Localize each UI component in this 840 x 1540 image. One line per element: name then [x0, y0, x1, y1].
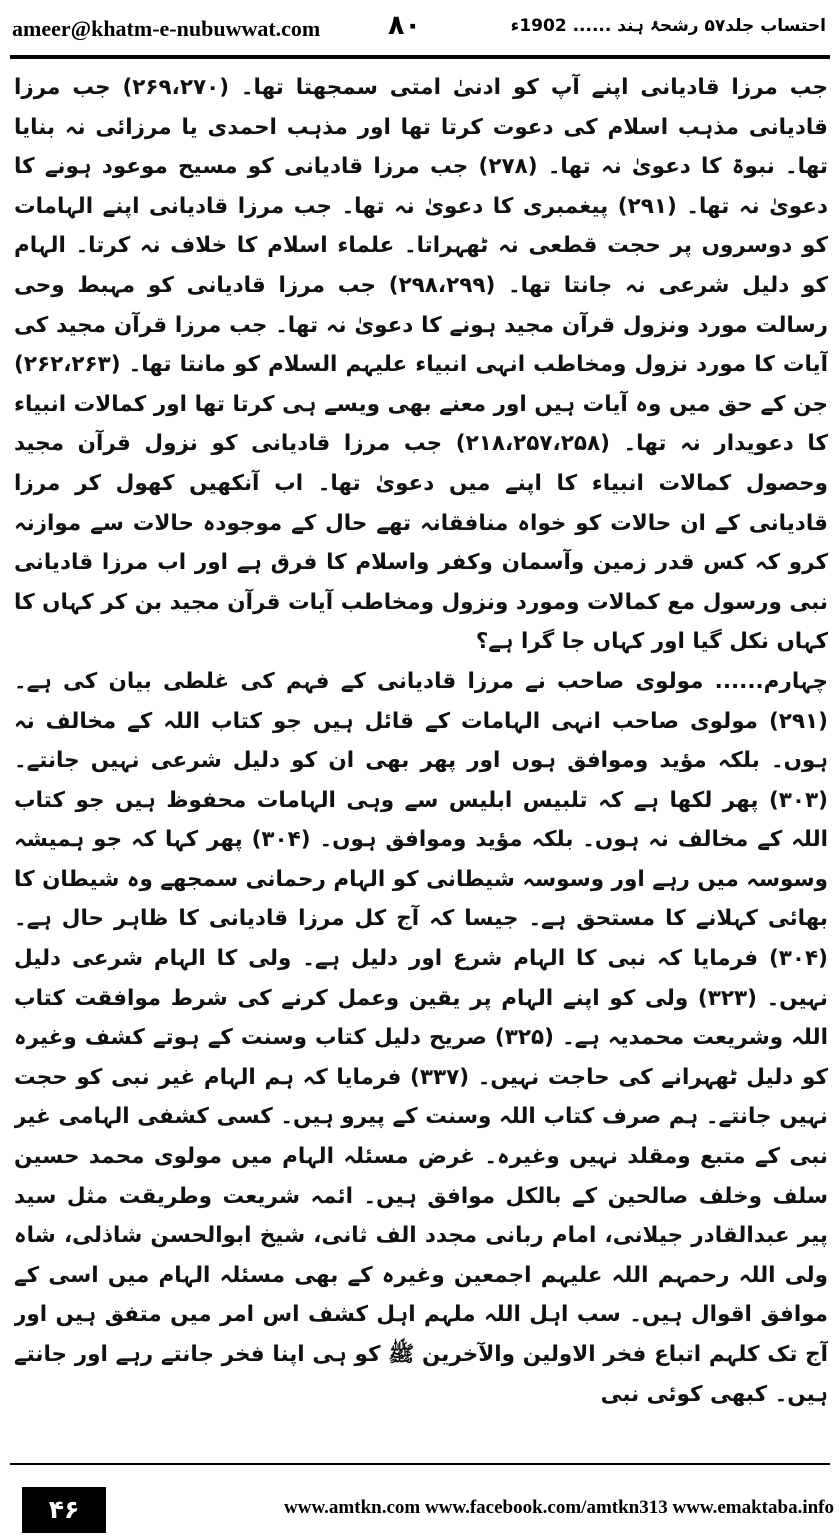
footer-page-number: ۴۶: [22, 1487, 106, 1533]
header-email: ameer@khatm-e-nubuwwat.com: [12, 16, 321, 41]
paragraph-2: چہارم...... مولوی صاحب نے مرزا قادیانی کے فہم کی غلطی بیان کی ہے۔ (۲۹۱) مولوی صاحب انہی الہامات کے قائل ہیں جو کتاب اللہ کے مخالف نہ ہوں۔ بلکہ مؤید وموافق ہوں اور پھر بھی ان کو دلیل شرعی نہیں جانتے۔ (۳۰۳) پھر لکھا ہے کہ تلبیس ابلیس سے وہی الہامات محفوظ ہیں جو کتاب اللہ کے مخالف نہ ہوں۔ بلکہ مؤید وموافق ہوں۔ (۳۰۴) پھر کہا کہ جو ہمیشہ وسوسہ میں رہے اور وسوسہ شیطانی کو الہام رحمانی سمجھے وہ شیطان کا بھائی کہلانے کا مستحق ہے۔ جیسا کہ آج کل مرزا قادیانی کا ظاہر حال ہے۔ (۳۰۴) فرمایا کہ نبی کا الہام شرع اور دلیل ہے۔ ولی کا الہام شرعی دلیل نہیں۔ (۳۲۳) ولی کو اپنے الہام پر یقین وعمل کرنے کی شرط موافقت کتاب اللہ وشریعت محمدیہ ہے۔ (۳۲۵) صریح دلیل کتاب وسنت کے ہوتے کشف وغیرہ کو دلیل ٹھہرانے کی حاجت نہیں۔ (۳۳۷) فرمایا کہ ہم الہام غیر نبی کو حجت نہیں جانتے۔ ہم صرف کتاب اللہ وسنت کے پیرو ہیں۔ کسی کشفی الہامی غیر نبی کے متبع ومقلد نہیں وغیرہ۔ غرض مسئلہ الہام میں مولوی محمد حسین سلف وخلف صالحین کے بالکل موافق ہیں۔ ائمہ شریعت وطریقت مثل سید پیر عبدالقادر جیلانی، امام ربانی مجدد الف ثانی، شیخ ابوالحسن شاذلی، شاہ ولی اللہ رحمہم اللہ علیہم اجمعین وغیرہ کے بھی مسئلہ الہام میں اسی کے موافق اقوال ہیں۔ سب اہل اللہ ملہم اہل کشف اس امر میں متفق ہیں اور آج تک کلہم اتباع فخر الاولین والآخرین ﷺ کو ہی اپنا فخر جانتے رہے اور جانتے ہیں۔ کبھی کوئی نبی: [14, 668, 828, 1407]
header-book-title: احتساب جلد۵۷ رشحۂ ہند ...... 1902ء: [510, 16, 826, 36]
paragraph-1: جب مرزا قادیانی اپنے آپ کو ادنیٰ امتی سمجھتا تھا۔ (۲۶۹،۲۷۰) جب مرزا قادیانی مذہب اسلام کی دعوت کرتا تھا اور مذہب احمدی یا مرزائی نہ بنایا تھا۔ نبوۃ کا دعویٰ نہ تھا۔ (۲۷۸) جب مرزا قادیانی کو مسیح موعود ہونے کا دعویٰ نہ تھا۔ (۲۹۱) پیغمبری کا دعویٰ نہ تھا۔ جب مرزا قادیانی اپنے الہامات کو دوسروں پر حجت قطعی نہ ٹھہراتا۔ علماء اسلام کا خلاف نہ کرتا۔ الہام کو دلیل شرعی نہ جانتا تھا۔ (۲۹۸،۲۹۹) جب مرزا قادیانی کو مہبط وحی رسالت مورد ونزول قرآن مجید ہونے کا دعویٰ نہ تھا۔ جب مرزا قرآن مجید کی آیات کا مورد نزول ومخاطب انہی انبیاء علیہم السلام کو مانتا تھا۔ (۲۶۲،۲۶۳) جن کے حق میں وہ آیات ہیں اور معنے بھی ویسے ہی کرتا تھا اور کمالات انبیاء کا دعویدار نہ تھا۔ (۲۱۸،۲۵۷،۲۵۸) جب مرزا قادیانی کو نزول قرآن مجید وحصول کمالات انبیاء کا اپنے میں دعویٰ تھا۔ اب آنکھیں کھول کر مرزا قادیانی کے ان حالات کو خواہ منافقانہ تھے حال کے موجودہ حالات سے موازنہ کرو کہ کس قدر زمین وآسمان وکفر واسلام کا فرق ہے اور اب مرزا قادیانی نبی ورسول مع کمالات ومورد ونزول ومخاطب آیات قرآن مجید بن کر کہاں کا کہاں نکل گیا اور کہاں جا گرا ہے؟: [14, 75, 828, 655]
header-rule: [10, 55, 830, 59]
footer-rule: [10, 1463, 830, 1465]
header-page-number: ۸۰: [388, 10, 421, 41]
footer-links: www.amtkn.com www.facebook.com/amtkn313 www.emaktaba.info: [284, 1497, 834, 1518]
body-text: [14, 68, 828, 1452]
